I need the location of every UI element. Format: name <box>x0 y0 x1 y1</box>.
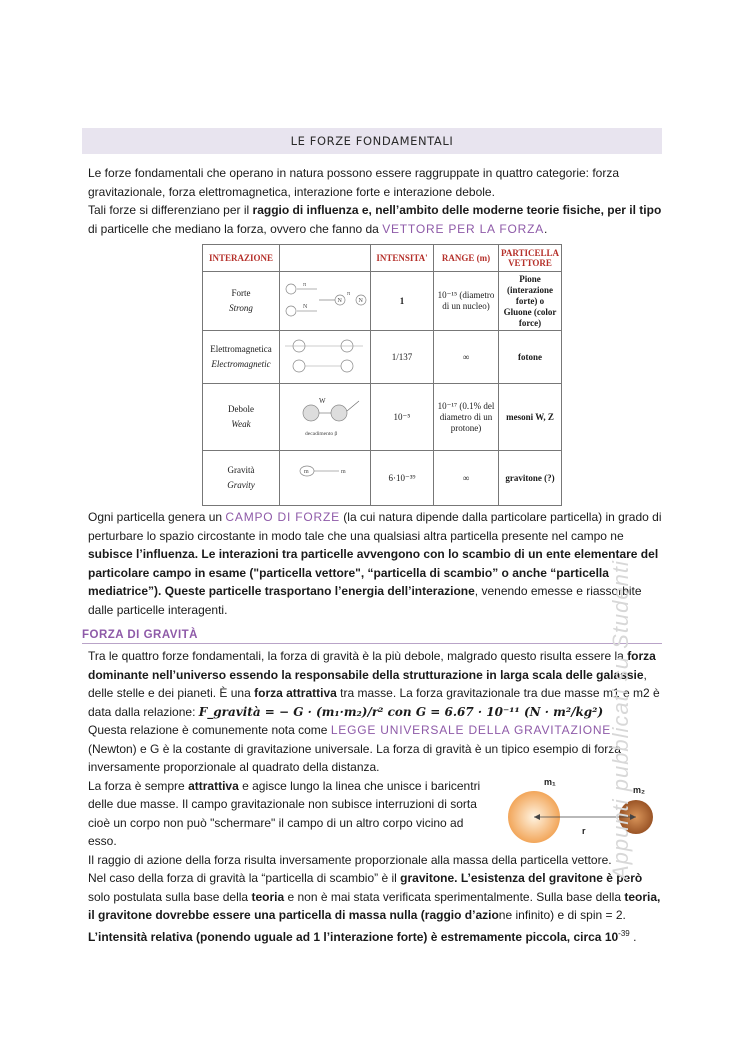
campo-section <box>82 508 662 619</box>
svg-text:π: π <box>347 291 351 297</box>
svg-text:decadimento β: decadimento β <box>305 431 338 437</box>
document-page <box>82 128 662 946</box>
svg-text:N: N <box>358 298 363 304</box>
campo-paragraph: Ogni particella genera un CAMPO DI FORZE (la cui natura dipende dalla particolare particella) in grado di perturbare lo spazio circostante in modo tale che una qualsiasi altra particella presente nel campo ne subisce l’influenza. Le interazioni tra particelle avvengono con lo scambio di un ente elementare del particolare campo in esame ("particella vettore", “particella di scambio” o anche “particella mediatrice”). Queste particelle trasportano l’energia dell’interazione, venendo emesse e riassorbite dalle particelle interagenti. <box>88 510 662 617</box>
section-title-gravita: FORZA DI GRAVITÀ <box>82 629 662 644</box>
keyword-vettore: VETTORE PER LA FORZA <box>382 221 544 236</box>
graviton-paragraph: Nel caso della forza di gravità la “particella di scambio” è il gravitone. L’esistenza del gravitone è però solo postulata sulla base della teoria e non è mai stata verificata sperimentalmente. Sulla base della teoria, il gravitone dovrebbe essere una particella di massa nulla (raggio d’azione infinito) e di spin = 2. L’intensità relativa (ponendo uguale ad 1 l’interazione forte) è estremamente piccola, circa $10^{-39}$ . <box>88 871 661 944</box>
gravity-paragraph: Tra le quattro forze fondamentali, la forza di gravità è la più debole, malgrado questo risulta essere la forza dominante nell’universo essendo la responsabile della strutturazione in larga scala delle galassie, delle stelle e dei pianeti. È una forza attrattiva tra masse. La forza gravitazionale tra due masse m1 e m2 è data dalla relazione: F_gravità = − G · (m₁·m₂)/r² con G = 6.67 · 10⁻¹¹ (N · m²/kg²) <box>88 649 660 719</box>
svg-text:m: m <box>341 469 346 475</box>
em-interaction-diagram <box>283 334 367 378</box>
table-header: RANGE (m) <box>434 245 499 272</box>
label-m2: m₂ <box>633 784 646 795</box>
svg-text:π: π <box>303 282 307 288</box>
svg-text:m: m <box>304 469 309 475</box>
attraction-paragraph: La forza è sempre attrattiva e agisce lungo la linea che unisce i baricentri delle due masse. Il campo gravitazionale non subisce interruzioni di sorta cioè un corpo non può "schermare" il campo di un altro corpo vicino ad esso. <box>88 778 481 848</box>
intro-paragraph-2: Tali forze si differenziano per il raggio di influenza e, nell’ambito delle moderne teorie fisiche, per il tipo di particelle che mediano la forza, ovvero che fanno da VETTORE PER LA FORZA. <box>88 203 662 236</box>
svg-text:N: N <box>337 298 342 304</box>
svg-text:N: N <box>303 304 308 310</box>
table-row: Debole Weak W decadimento β 10⁻⁵ 10⁻¹⁷ (0.1% del diametro di un protone) mesoni W, Z <box>203 384 562 451</box>
intro-paragraph: Le forze fondamentali che operano in natura possono essere raggruppate in quattro categorie: forza gravitazionale, forza elettromagnetica, interazione forte e interazione debole. <box>88 166 620 199</box>
keyword-legge: LEGGE UNIVERSALE DELLA GRAVITAZIONE <box>330 723 612 737</box>
table-header: PARTICELLA VETTORE <box>499 245 562 272</box>
table-row: Gravità Gravity m m 6·10⁻³⁹ ∞ gravitone (?) <box>203 451 562 506</box>
forces-table <box>202 244 662 506</box>
label-r: r <box>582 825 586 836</box>
table-header: INTENSITA' <box>371 245 434 272</box>
gravity-formula: F_gravità = − G · (m₁·m₂)/r² con G = 6.67 · 10⁻¹¹ (N · m²/kg²) <box>198 704 604 719</box>
range-paragraph: Il raggio di azione della forza risulta inversamente proporzionale alla massa della particella vettore. <box>88 852 612 867</box>
page-title: LE FORZE FONDAMENTALI <box>82 128 662 154</box>
table-header <box>280 245 371 272</box>
table-header: INTERAZIONE <box>203 245 280 272</box>
svg-text:W: W <box>319 397 326 405</box>
two-masses-figure <box>500 777 670 847</box>
gravity-section <box>82 647 662 946</box>
newton-paragraph: Questa relazione è comunemente nota come LEGGE UNIVERSALE DELLA GRAVITAZIONE (Newton) e G è la costante di gravitazione universale. La forza di gravità è un tipico esempio di forza inversamente proporzionale al quadrato della distanza. <box>88 723 621 774</box>
intro-section <box>82 164 662 238</box>
table-row: Forte Strong π N N N π 1 10⁻¹⁵ (diametro di un nucleo) Pione (interazione forte) o Gluone (color force) <box>203 272 562 331</box>
weak-interaction-diagram <box>283 387 367 445</box>
gravity-interaction-diagram <box>283 457 367 497</box>
attraction-block <box>88 777 662 851</box>
keyword-campo: CAMPO DI FORZE <box>225 510 340 524</box>
strong-interaction-diagram <box>283 275 367 325</box>
watermark: Appunti pubblicati su Studenti <box>608 560 633 880</box>
label-m1: m₁ <box>544 776 556 787</box>
table-row: Elettromagnetica Electromagnetic 1/137 ∞ fotone <box>203 331 562 384</box>
strong-diagram <box>280 272 371 331</box>
